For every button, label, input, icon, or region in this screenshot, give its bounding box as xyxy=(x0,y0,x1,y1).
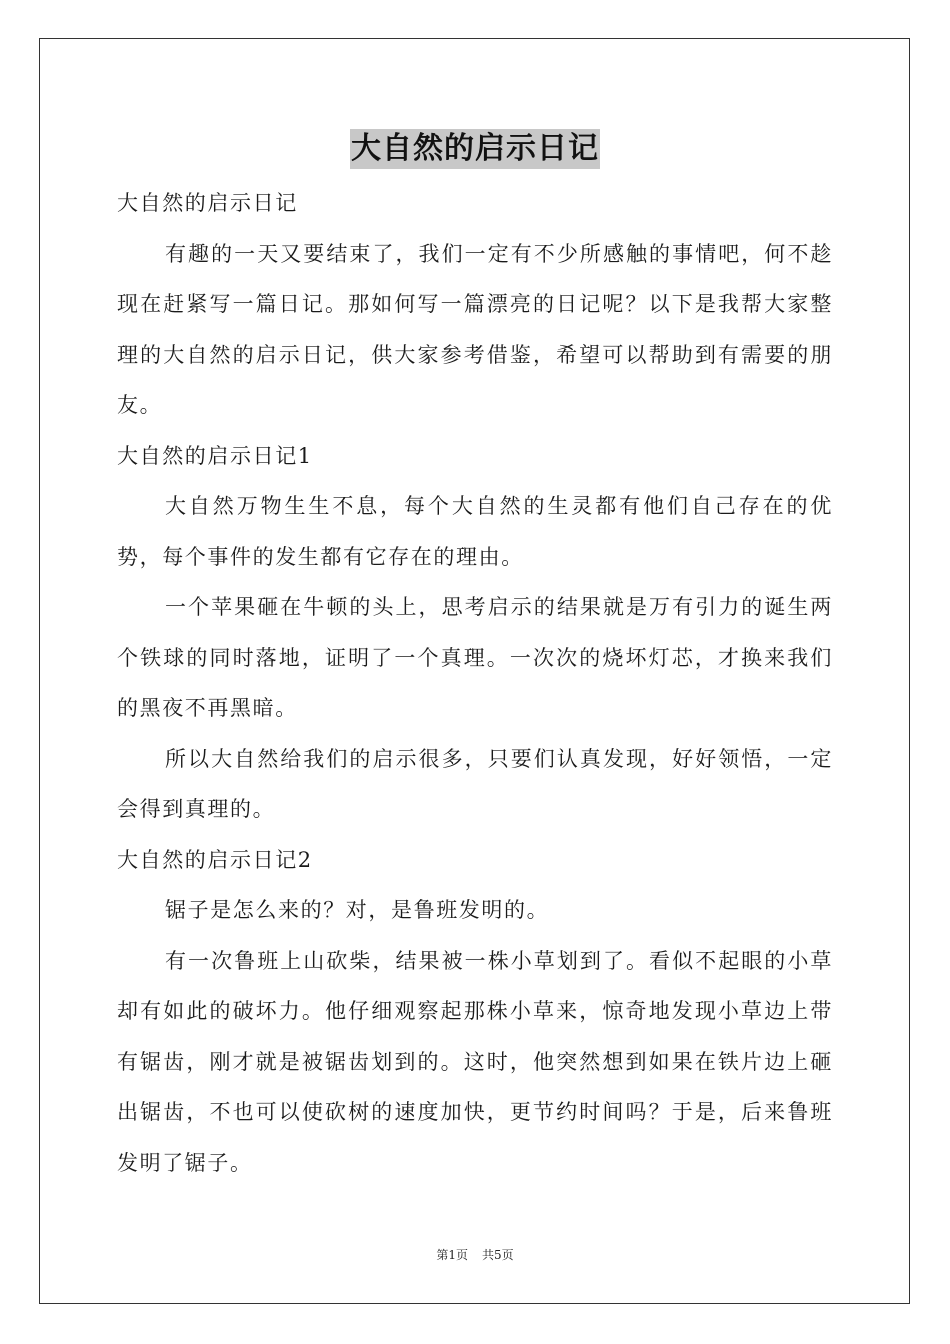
section-heading-1: 大自然的启示日记1 xyxy=(117,443,313,468)
page-footer xyxy=(0,1246,950,1263)
paragraph: 有一次鲁班上山砍柴，结果被一株小草划到了。看似不起眼的小草却有如此的破坏力。他仔细观察起那株小草来，惊奇地发现小草边上带有锯齿，刚才就是被锯齿划到的。这时，他突然想到如果在铁片边上砸出锯齿，不也可以使砍树的速度加快，更节约时间吗？于是，后来鲁班发明了锯子。 xyxy=(117,948,833,1175)
page-total: 共5页 xyxy=(482,1248,514,1262)
paragraph: 所以大自然给我们的启示很多，只要们认真发现，好好领悟，一定会得到真理的。 xyxy=(117,746,833,821)
paragraph-heading: 大自然的启示日记 xyxy=(117,191,298,215)
paragraph: 大自然万物生生不息，每个大自然的生灵都有他们自己存在的优势，每个事件的发生都有它存在的理由。 xyxy=(117,494,833,569)
paragraph: 有趣的一天又要结束了，我们一定有不少所感触的事情吧，何不趁现在赶紧写一篇日记。那如何写一篇漂亮的日记呢？以下是我帮大家整理的大自然的启示日记，供大家参考借鉴，希望可以帮助到有需要的朋友。 xyxy=(117,241,833,417)
document-title-text: 大自然的启示日记 xyxy=(350,129,600,169)
page-number: 第1页 xyxy=(436,1248,468,1262)
paragraph: 一个苹果砸在牛顿的头上，思考启示的结果就是万有引力的诞生两个铁球的同时落地，证明了一个真理。一次次的烧坏灯芯，才换来我们的黑夜不再黑暗。 xyxy=(117,595,833,720)
document-title xyxy=(0,128,950,169)
section-heading-2: 大自然的启示日记2 xyxy=(117,847,313,872)
paragraph: 锯子是怎么来的？对，是鲁班发明的。 xyxy=(165,898,550,922)
document-body xyxy=(117,178,833,1188)
